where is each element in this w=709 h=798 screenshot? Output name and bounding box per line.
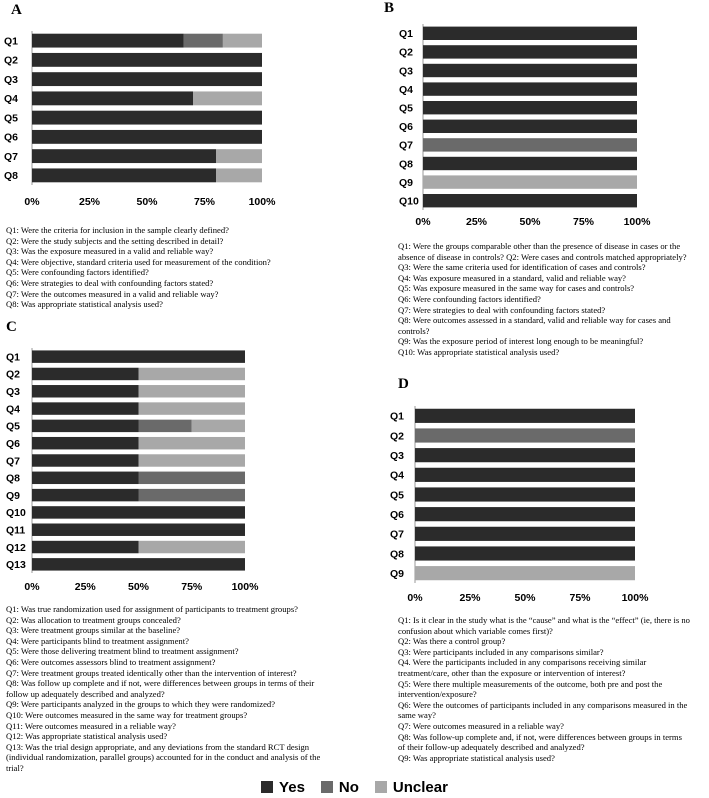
bar-segment-yes xyxy=(32,72,262,86)
bar-segment-yes xyxy=(32,558,245,570)
bar-segment-yes xyxy=(415,546,635,560)
question-line: Q6: Were outcomes assessors blind to treatment assignment? xyxy=(6,656,216,667)
question-line: Q2: Was there a control group? xyxy=(398,636,506,647)
question-line: (individual randomization, parallel groups) accounted for in the conduct and analysis of the xyxy=(6,752,321,763)
bar-segment-unclear xyxy=(139,368,246,380)
category-label: Q1 xyxy=(390,410,405,423)
question-line: Q7: Were strategies to deal with confounding factors stated? xyxy=(398,304,606,315)
question-line: Q5: Was exposure measured in the same way for cases and controls? xyxy=(398,283,635,294)
category-label: Q12 xyxy=(6,541,26,554)
question-line: Q7: Were outcomes measured in a reliable way? xyxy=(398,720,564,731)
x-tick-label: 100% xyxy=(623,216,651,228)
question-line: Q1: Was true randomization used for assignment of participants to treatment groups? xyxy=(6,604,298,614)
question-line: Q2: Was allocation to treatment groups concealed? xyxy=(6,614,181,625)
bar-segment-yes xyxy=(32,368,139,380)
x-tick-label: 0% xyxy=(24,196,40,208)
bar-segment-unclear xyxy=(216,168,262,182)
category-label: Q10 xyxy=(399,195,419,208)
category-label: Q1 xyxy=(6,351,21,364)
question-line: Q2: Were the study subjects and the setting described in detail? xyxy=(6,235,224,246)
bar-segment-no xyxy=(139,489,246,501)
question-line: Q5: Were those delivering treatment blind to treatment assignment? xyxy=(6,646,239,657)
question-line: Q8: Was follow up complete and if not, were differences between groups in terms of their xyxy=(6,678,315,689)
panel-label-c: C xyxy=(6,319,17,335)
question-line: Q13: Was the trial design appropriate, and any deviations from the standard RCT design xyxy=(6,741,310,752)
x-tick-label: 100% xyxy=(621,592,649,604)
legend-label-yes: Yes xyxy=(279,778,305,796)
bar-segment-yes xyxy=(415,448,635,462)
bar-segment-yes xyxy=(32,53,262,67)
category-label: Q7 xyxy=(6,455,21,468)
x-tick-label: 50% xyxy=(136,196,158,208)
bar-segment-unclear xyxy=(193,91,262,105)
question-line: Q9: Were participants analyzed in the groups to which they were randomized? xyxy=(6,699,276,710)
category-label: Q7 xyxy=(4,150,19,163)
x-tick-label: 75% xyxy=(193,196,216,208)
bar-segment-yes xyxy=(32,350,245,362)
bar-segment-yes xyxy=(32,524,245,536)
category-label: Q9 xyxy=(399,176,414,189)
category-label: Q6 xyxy=(390,508,405,521)
questions-a xyxy=(6,225,271,310)
category-label: Q6 xyxy=(6,437,21,450)
bar-segment-yes xyxy=(32,420,139,432)
bar-segment-unclear xyxy=(423,175,637,188)
question-line: Q3: Was the exposure measured in a valid and reliable way? xyxy=(6,246,214,257)
question-line: Q3: Were the same criteria used for identification of cases and controls? xyxy=(398,262,646,273)
chart-b xyxy=(365,0,709,240)
bar-segment-yes xyxy=(32,437,139,449)
bar-segment-yes xyxy=(423,157,637,170)
bar-segment-yes xyxy=(415,507,635,521)
bar-segment-no xyxy=(184,34,223,48)
bar-segment-yes xyxy=(32,454,139,466)
x-tick-label: 25% xyxy=(459,592,481,604)
question-line: Q5: Were confounding factors identified? xyxy=(6,267,149,278)
category-label: Q6 xyxy=(4,131,19,144)
bar-segment-yes xyxy=(32,149,216,163)
legend-item-yes xyxy=(261,779,305,796)
question-line: treatment/care, other than the exposure or intervention of interest? xyxy=(398,667,626,678)
category-label: Q2 xyxy=(6,368,21,381)
category-label: Q2 xyxy=(390,430,405,443)
question-line: Q7: Were treatment groups treated identically other than the intervention of interest? xyxy=(6,667,297,678)
question-line: trial? xyxy=(6,762,24,773)
bar-segment-no xyxy=(423,138,637,151)
category-label: Q13 xyxy=(6,559,26,572)
x-tick-label: 25% xyxy=(74,581,96,593)
category-label: Q11 xyxy=(6,524,26,537)
question-line: Q6: Were the outcomes of participants included in any comparisons measured in the xyxy=(398,699,688,710)
question-line: Q6: Were confounding factors identified? xyxy=(398,293,541,304)
bar-segment-yes xyxy=(423,27,637,40)
category-label: Q5 xyxy=(6,420,21,433)
category-label: Q7 xyxy=(390,528,405,541)
legend-swatch-no xyxy=(321,781,333,793)
legend xyxy=(0,777,709,797)
bar-segment-no xyxy=(415,428,635,442)
bar-segment-unclear xyxy=(192,420,245,432)
question-line: Q1: Were the criteria for inclusion in the sample clearly defined? xyxy=(6,225,229,235)
x-tick-label: 50% xyxy=(519,216,541,228)
category-label: Q9 xyxy=(6,489,21,502)
x-tick-label: 75% xyxy=(572,216,595,228)
questions-b xyxy=(398,241,687,358)
question-line: Q8: Was appropriate statistical analysis used? xyxy=(6,299,163,310)
category-label: Q1 xyxy=(399,28,414,41)
category-label: Q2 xyxy=(399,46,414,59)
category-label: Q5 xyxy=(4,112,19,125)
x-tick-label: 50% xyxy=(127,581,150,593)
question-line: confusion about which variable comes first)? xyxy=(398,625,553,636)
question-line: Q4: Was exposure measured in a standard, valid and reliable way? xyxy=(398,272,626,283)
bar-segment-no xyxy=(139,472,246,484)
x-tick-label: 0% xyxy=(415,216,431,228)
panel-label-b: B xyxy=(384,0,395,16)
bar-segment-yes xyxy=(32,541,139,553)
question-line: Q8: Were outcomes assessed in a standard, valid and reliable way for cases and xyxy=(398,315,671,326)
legend-swatch-unclear xyxy=(375,781,387,793)
bar-segment-no xyxy=(139,420,192,432)
bar-segment-unclear xyxy=(216,149,262,163)
category-label: Q8 xyxy=(4,170,19,183)
category-label: Q3 xyxy=(399,65,414,78)
question-line: Q5: Were there multiple measurements of the outcome, both pre and post the xyxy=(398,678,663,689)
chart-d xyxy=(365,390,709,610)
category-label: Q4 xyxy=(390,469,405,482)
bar-segment-yes xyxy=(423,120,637,133)
category-label: Q6 xyxy=(399,121,414,134)
bar-segment-yes xyxy=(32,489,139,501)
question-line: controls? xyxy=(398,325,430,336)
questions-c xyxy=(6,604,320,774)
bar-segment-yes xyxy=(415,487,635,501)
bar-segment-yes xyxy=(32,168,216,182)
x-tick-label: 25% xyxy=(78,196,101,208)
bar-segment-yes xyxy=(32,34,184,48)
category-label: Q5 xyxy=(399,102,414,115)
question-line: intervention/exposure? xyxy=(398,689,477,700)
question-line: Q4: Were objective, standard criteria used for measurement of the condition? xyxy=(6,256,271,267)
bar-segment-unclear xyxy=(139,402,246,414)
category-label: Q3 xyxy=(6,386,21,399)
category-label: Q8 xyxy=(6,472,21,485)
chart-a xyxy=(0,0,300,220)
bar-segment-yes xyxy=(415,527,635,541)
legend-label-no: No xyxy=(338,778,359,796)
bar-segment-unclear xyxy=(139,454,246,466)
bar-segment-yes xyxy=(32,130,262,144)
question-line: same way? xyxy=(398,710,436,721)
question-line: Q4: Were participants blind to treatment assignment? xyxy=(6,635,189,646)
bar-segment-unclear xyxy=(223,34,262,48)
category-label: Q8 xyxy=(390,548,405,561)
question-line: Q1: Were the groups comparable other than the presence of disease in cases or the xyxy=(398,241,681,251)
x-tick-label: 75% xyxy=(569,592,591,604)
category-label: Q2 xyxy=(4,54,19,67)
bar-segment-yes xyxy=(32,385,139,397)
question-line: Q9: Was the exposure period of interest long enough to be meaningful? xyxy=(398,336,644,347)
panel-label-a: A xyxy=(11,2,22,18)
x-tick-label: 50% xyxy=(514,592,536,604)
bar-segment-yes xyxy=(32,91,193,105)
x-tick-label: 25% xyxy=(465,216,488,228)
category-label: Q3 xyxy=(390,449,405,462)
chart-c xyxy=(0,330,300,600)
question-line: Q3: Were participants included in any comparisons similar? xyxy=(398,646,604,657)
bar-segment-yes xyxy=(423,64,637,77)
bar-segment-yes xyxy=(415,468,635,482)
bar-segment-yes xyxy=(423,101,637,114)
question-line: absence of disease in controls? Q2: Were cases and controls matched appropriately? xyxy=(398,251,687,262)
category-label: Q4 xyxy=(4,93,19,106)
category-label: Q4 xyxy=(6,403,21,416)
x-tick-label: 100% xyxy=(248,196,276,208)
bar-segment-yes xyxy=(423,82,637,95)
legend-swatch-yes xyxy=(261,781,273,793)
question-line: Q10: Was appropriate statistical analysis used? xyxy=(398,346,560,357)
question-line: Q4. Were the participants included in any comparisons receiving similar xyxy=(398,657,647,668)
bar-segment-yes xyxy=(423,194,637,207)
category-label: Q7 xyxy=(399,139,414,152)
question-line: Q7: Were the outcomes measured in a valid and reliable way? xyxy=(6,288,219,299)
question-line: Q8: Was follow-up complete and, if not, were differences between groups in terms xyxy=(398,731,682,742)
bar-segment-yes xyxy=(32,472,139,484)
bar-segment-unclear xyxy=(415,566,635,580)
legend-item-unclear xyxy=(375,779,448,796)
question-line: Q1: Is it clear in the study what is the “cause” and what is the “effect” (ie, there is no xyxy=(398,615,690,625)
x-tick-label: 75% xyxy=(181,581,203,593)
question-line: Q11: Were outcomes measured in a reliable way? xyxy=(6,720,176,731)
legend-label-unclear: Unclear xyxy=(392,778,448,796)
bar-segment-yes xyxy=(32,506,245,518)
question-line: Q6: Were strategies to deal with confounding factors stated? xyxy=(6,277,214,288)
question-line: of their follow-up adequately described and analyzed? xyxy=(398,742,585,753)
bar-segment-unclear xyxy=(139,385,246,397)
bar-segment-unclear xyxy=(139,437,246,449)
panel-label-d: D xyxy=(398,376,409,392)
question-line: Q10: Were outcomes measured in the same way for treatment groups? xyxy=(6,709,248,720)
x-tick-label: 0% xyxy=(407,592,423,604)
category-label: Q3 xyxy=(4,73,19,86)
question-line: Q3: Were treatment groups similar at the baseline? xyxy=(6,625,181,636)
x-tick-label: 0% xyxy=(24,581,40,593)
category-label: Q8 xyxy=(399,158,414,171)
legend-item-no xyxy=(321,779,359,796)
question-line: Q12: Was appropriate statistical analysis used? xyxy=(6,731,168,742)
bar-segment-unclear xyxy=(139,541,246,553)
bar-segment-yes xyxy=(32,402,139,414)
category-label: Q5 xyxy=(390,489,405,502)
questions-d xyxy=(398,615,690,763)
bar-segment-yes xyxy=(32,111,262,125)
question-line: follow up adequately described and analyzed? xyxy=(6,688,165,699)
category-label: Q10 xyxy=(6,507,26,520)
category-label: Q9 xyxy=(390,567,405,580)
bar-segment-yes xyxy=(415,409,635,423)
question-line: Q9: Was appropriate statistical analysis used? xyxy=(398,752,555,763)
category-label: Q4 xyxy=(399,83,414,96)
category-label: Q1 xyxy=(4,35,19,48)
x-tick-label: 100% xyxy=(231,581,259,593)
bar-segment-yes xyxy=(423,45,637,58)
